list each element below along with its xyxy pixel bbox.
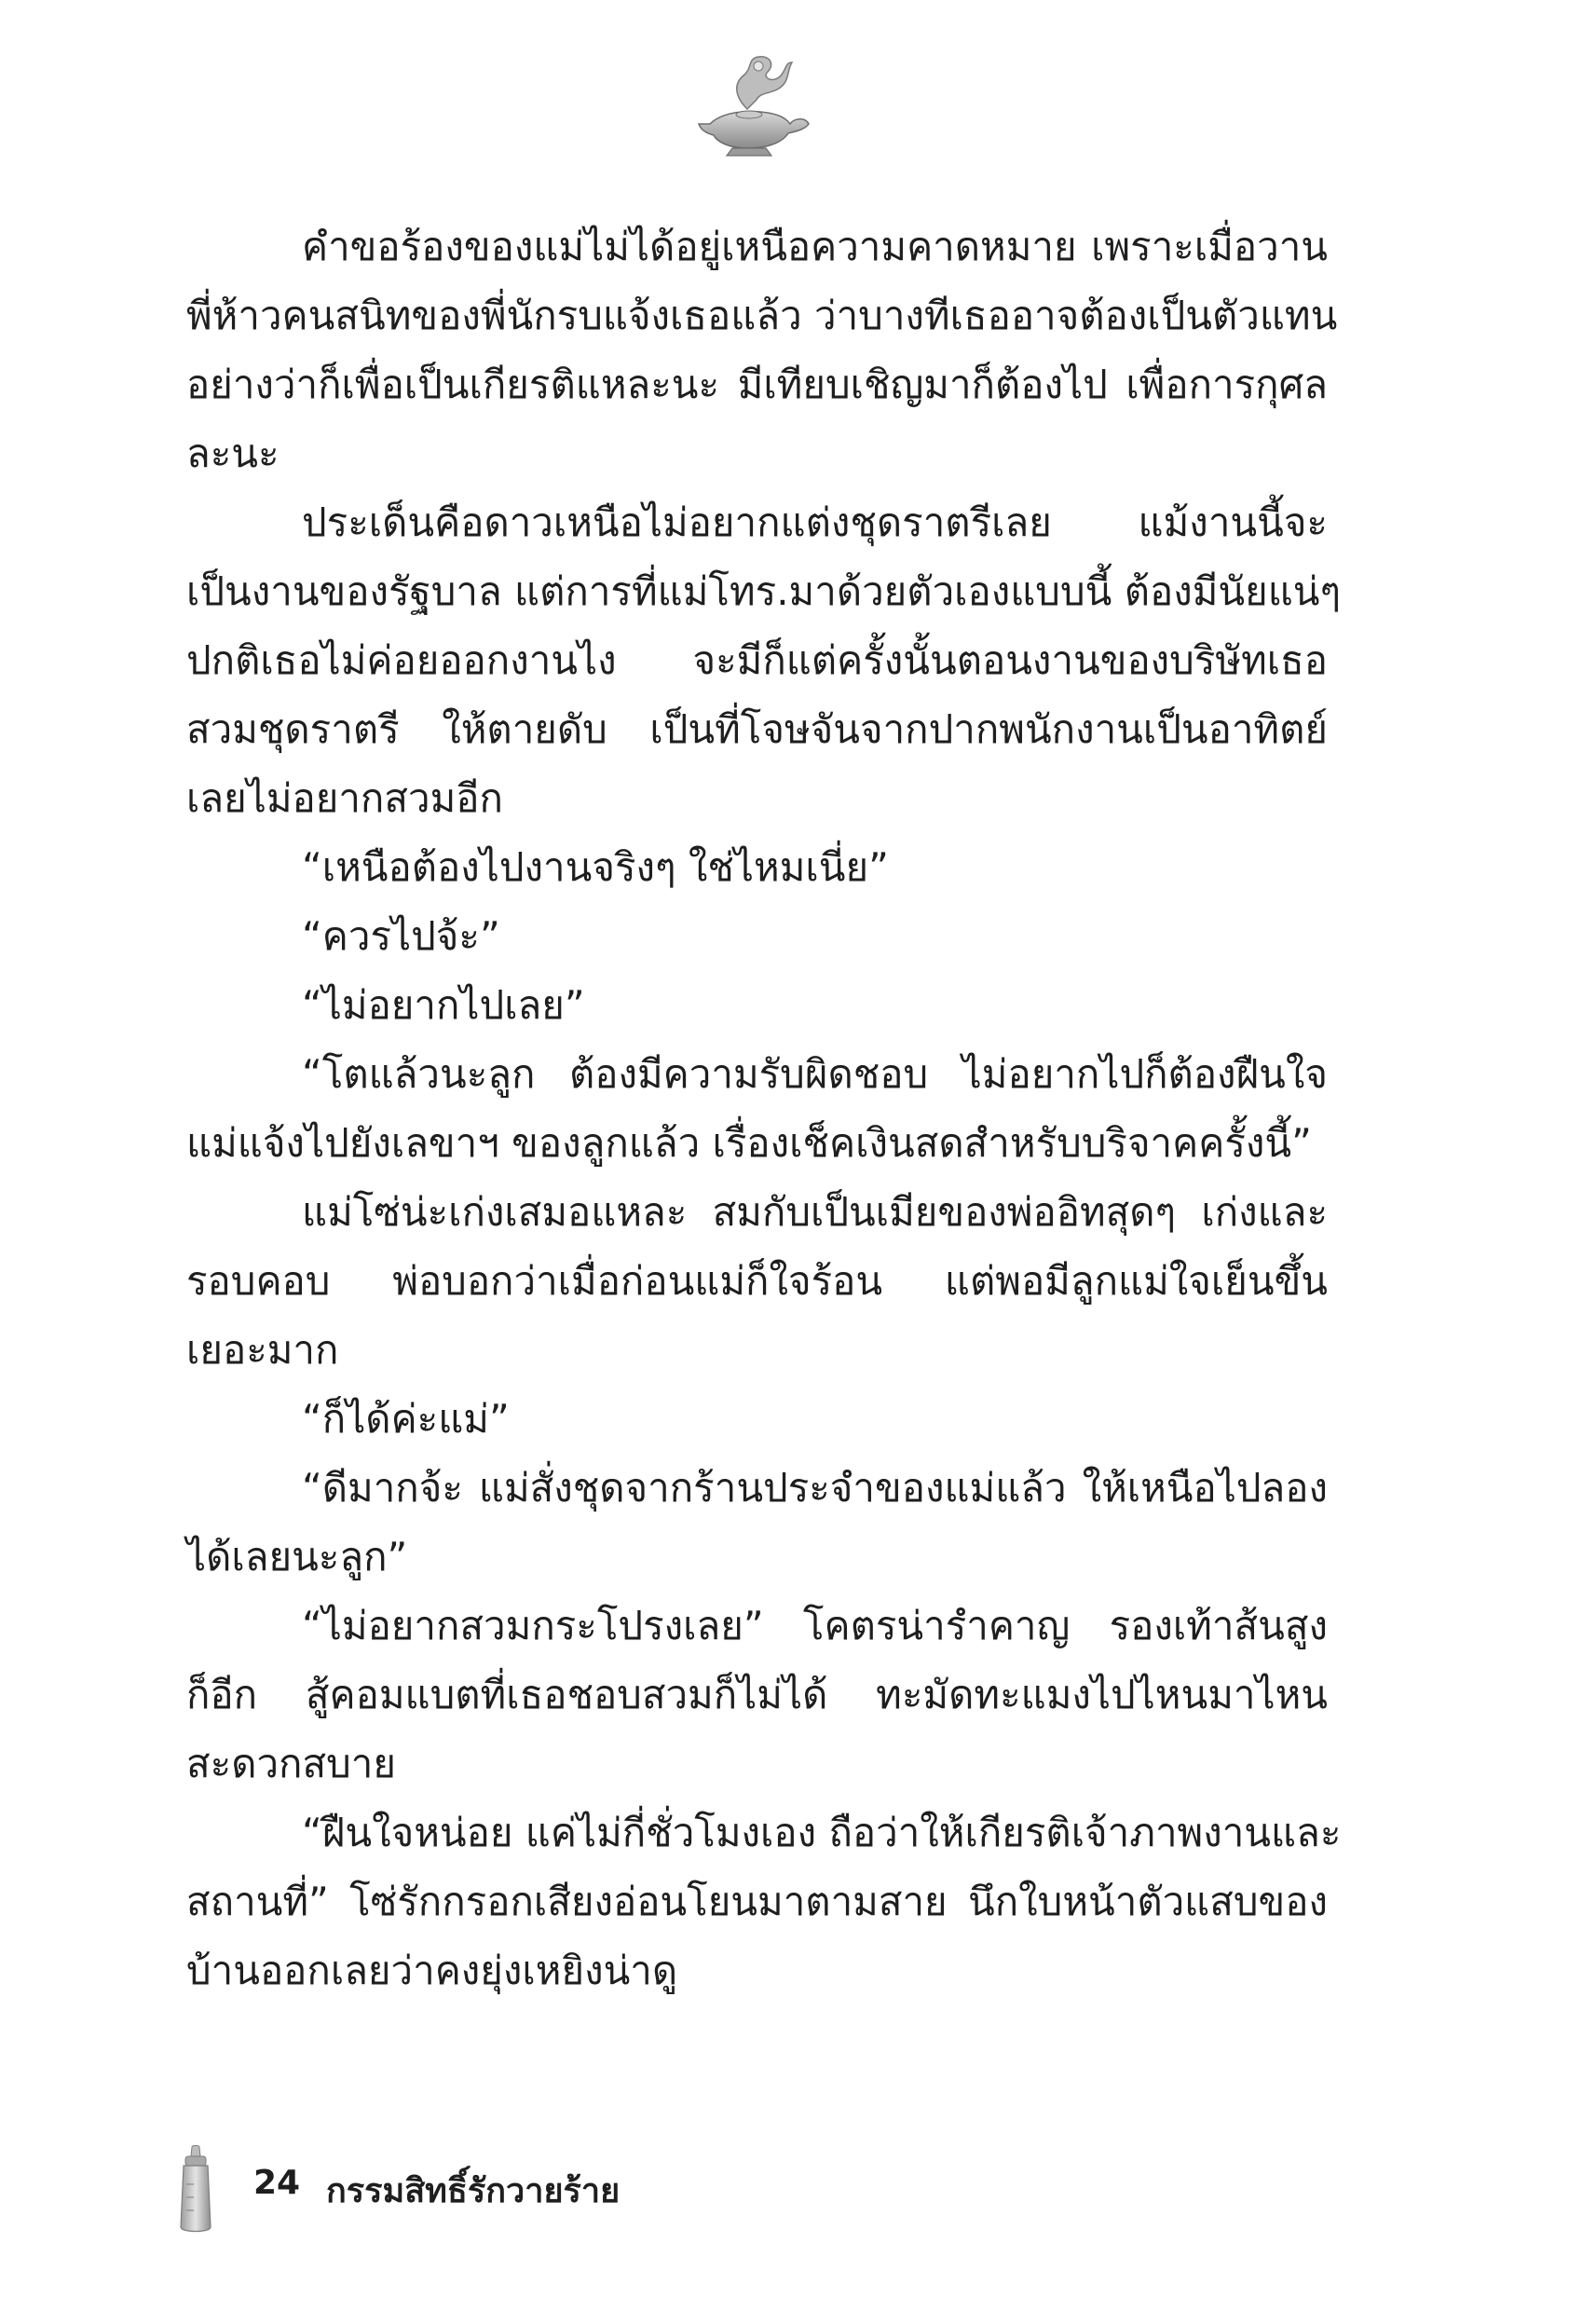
paragraph [186, 212, 1338, 488]
text-line: แม่โซ่น่ะเก่งเสมอแหละ สมกับเป็นเมียของพ่ออิทสุดๆ เก่งและ [302, 1189, 1328, 1235]
paragraph [186, 971, 1328, 1040]
paragraph [186, 1385, 1328, 1454]
genie-lamp-icon [689, 51, 820, 163]
text-line: ละนะ [186, 431, 280, 476]
text-line: “เหนือต้องไปงานจริงๆ ใช่ไหมเนี่ย” [302, 844, 889, 890]
text-line: “ก็ได้ค่ะแม่” [302, 1396, 510, 1442]
text-line: ปกติเธอไม่ค่อยออกงานไง จะมีก็แต่ครั้งนั้นตอนงานของบริษัทเธอ [186, 637, 1328, 683]
text-line: “ไม่อยากไปเลย” [302, 982, 585, 1028]
text-line: ก็อีก สู้คอมแบตที่เธอชอบสวมก็ไม่ได้ ทะมัดทะแมงไปไหนมาไหน [186, 1672, 1328, 1717]
text-line: พี่ห้าวคนสนิทของพี่นักรบแจ้งเธอแล้ว ว่าบางทีเธออาจต้องเป็นตัวแทน [186, 293, 1338, 338]
page-number: 24 [253, 2164, 301, 2202]
text-line: เยอะมาก [186, 1327, 339, 1373]
text-line: สวมชุดราตรี ให้ตายดับ เป็นที่โจษจันจากปากพนักงานเป็นอาทิตย์ [186, 706, 1328, 752]
text-line: “ไม่อยากสวมกระโปรงเลย” โคตรน่ารำคาญ รองเท้าส้นสูง [302, 1603, 1328, 1648]
text-line: สะดวกสบาย [186, 1741, 396, 1786]
text-line: “โตแล้วนะลูก ต้องมีความรับผิดชอบ ไม่อยากไปก็ต้องฝืนใจ [302, 1051, 1328, 1097]
text-line: แม่แจ้งไปยังเลขาฯ ของลูกแล้ว เรื่องเช็คเงินสดสำหรับบริจาคครั้งนี้” [186, 1120, 1312, 1166]
text-line: บ้านออกเลยว่าคงยุ่งเหยิงน่าดู [186, 1948, 678, 1993]
paragraph [186, 1798, 1342, 2005]
text-line: อย่างว่าก็เพื่อเป็นเกียรติแหละนะ มีเทียบเชิญมาก็ต้องไป เพื่อการกุศล [186, 362, 1328, 407]
paragraph [186, 1592, 1328, 1798]
page-footer [168, 2143, 727, 2236]
paragraph [186, 488, 1342, 833]
text-line: “ดีมากจ้ะ แม่สั่งชุดจากร้านประจำของแม่แล้ว ให้เหนือไปลอง [302, 1465, 1328, 1511]
paragraph [186, 902, 1328, 971]
baby-bottle-icon [168, 2143, 224, 2236]
book-title: กรรมสิทธิ์รักวายร้าย [326, 2172, 621, 2210]
text-line: รอบคอบ พ่อบอกว่าเมื่อก่อนแม่ก็ใจร้อน แต่พอมีลูกแม่ใจเย็นขึ้น [186, 1258, 1328, 1304]
paragraph [186, 1454, 1328, 1592]
paragraph [186, 1178, 1328, 1385]
text-line: ประเด็นคือดาวเหนือไม่อยากแต่งชุดราตรีเลย แม้งานนี้จะ [302, 499, 1328, 545]
text-line: เลยไม่อยากสวมอีก [186, 775, 503, 821]
page-body [186, 212, 1342, 2005]
text-line: “ฝืนใจหน่อย แค่ไม่กี่ชั่วโมงเอง ถือว่าให้เกียรติเจ้าภาพงานและ [302, 1810, 1342, 1855]
text-line: สถานที่” โซ่รักกรอกเสียงอ่อนโยนมาตามสาย นึกใบหน้าตัวแสบของ [186, 1879, 1328, 1924]
text-line: คำขอร้องของแม่ไม่ได้อยู่เหนือความคาดหมาย เพราะเมื่อวาน [302, 224, 1328, 269]
text-line: ได้เลยนะลูก” [186, 1534, 408, 1579]
text-line: เป็นงานของรัฐบาล แต่การที่แม่โทร.มาด้วยตัวเองแบบนี้ ต้องมีนัยแน่ๆ [186, 568, 1342, 614]
text-line: “ควรไปจ้ะ” [302, 913, 500, 959]
paragraph [186, 833, 1328, 902]
paragraph [186, 1040, 1328, 1178]
